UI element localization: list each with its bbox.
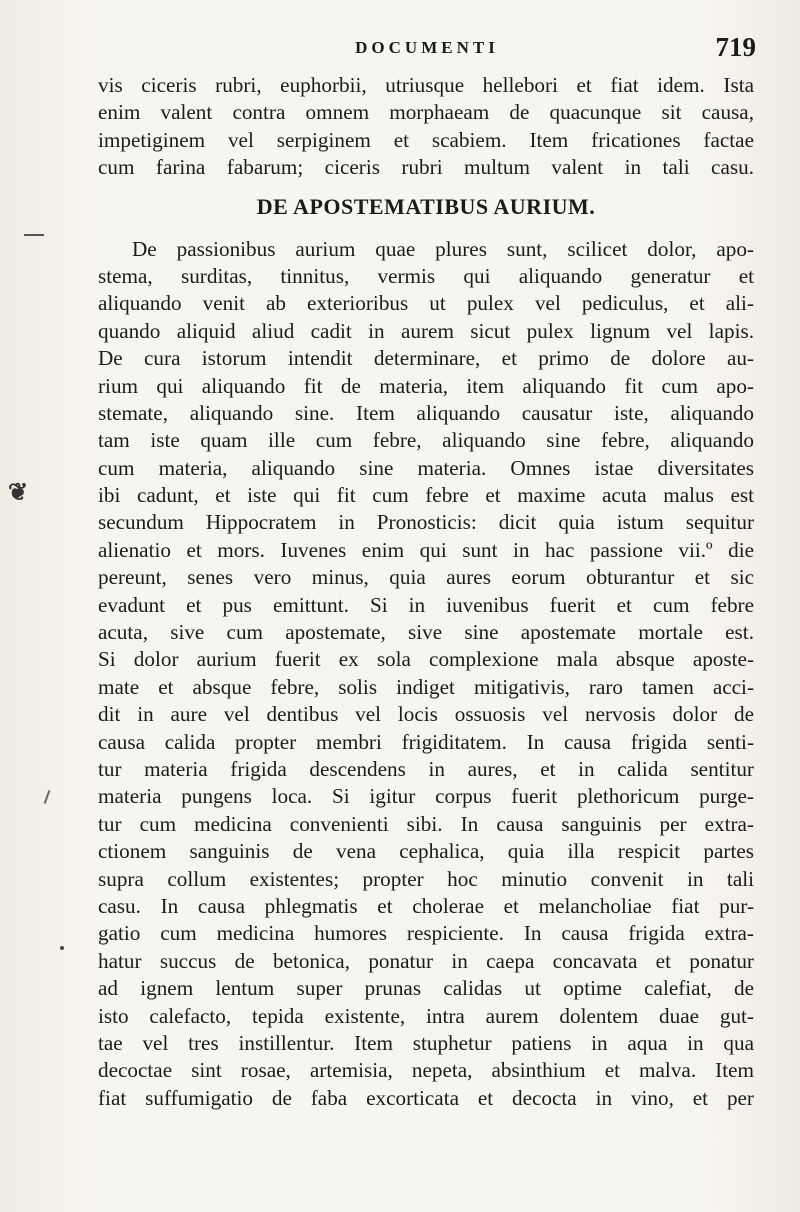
- text-line: hatur succus de betonica, ponatur in caepa concavata et ponatur: [98, 948, 754, 973]
- page-header: [98, 32, 756, 66]
- margin-pointing-hand-mark: ❦: [8, 480, 29, 506]
- text-line: ad ignem lentum super prunas calidas ut optime calefiat, de: [98, 976, 754, 1001]
- paragraph-continuation: [98, 72, 754, 182]
- text-line: ctionem sanguinis de vena cephalica, quia illa respicit partes: [98, 839, 754, 864]
- text-line: materia pungens loca. Si igitur corpus fuerit plethoricum purge-: [98, 784, 754, 809]
- text-line: tur cum medicina convenienti sibi. In causa sanguinis per extra-: [98, 811, 754, 836]
- text-line: impetiginem vel serpiginem et scabiem. Item fricationes factae: [98, 127, 754, 152]
- text-line: alienatio et mors. Iuvenes enim qui sunt in hac passione vii.º die: [98, 537, 754, 562]
- body-text: [98, 72, 754, 1112]
- text-line: Si dolor aurium fuerit ex sola complexione mala absque aposte-: [98, 647, 754, 672]
- margin-tick-mark: [44, 790, 51, 804]
- text-line: De cura istorum intendit determinare, et primo de dolore au-: [98, 346, 754, 371]
- margin-dot-mark: [60, 946, 64, 950]
- text-line: causa calida propter membri frigiditatem. In causa frigida senti-: [98, 729, 754, 754]
- text-line: aliquando venit ab exterioribus ut pulex vel pediculus, et ali-: [98, 291, 754, 316]
- paragraph-de-apostematibus: [98, 236, 754, 1113]
- text-line: evadunt et pus emittunt. Si in iuvenibus fuerit et cum febre: [98, 592, 754, 617]
- running-title: DOCUMENTI: [355, 38, 499, 57]
- text-line: isto calefacto, tepida existente, intra aurem dolentem duae gut-: [98, 1003, 754, 1028]
- text-line: supra collum existentes; propter hoc minutio convenit in tali: [98, 866, 754, 891]
- text-line: cum materia, aliquando sine materia. Omnes istae diversitates: [98, 455, 754, 480]
- text-line: gatio cum medicina humores respiciente. In causa frigida extra-: [98, 921, 754, 946]
- text-line: stema, surditas, tinnitus, vermis qui aliquando generatur et: [98, 263, 754, 288]
- text-line: dit in aure vel dentibus vel locis ossuosis vel nervosis dolor de: [98, 702, 754, 727]
- text-line: tam iste quam ille cum febre, aliquando sine febre, aliquando: [98, 428, 754, 453]
- text-line: tur materia frigida descendens in aures, et in calida sentitur: [98, 756, 754, 781]
- text-line: decoctae sint rosae, artemisia, nepeta, absinthium et malva. Item: [98, 1058, 754, 1083]
- text-line: tae vel tres instillentur. Item stuphetur patiens in aqua in qua: [98, 1030, 754, 1055]
- section-heading: DE APOSTEMATIBUS AURIUM.: [256, 193, 596, 219]
- text-line: rium qui aliquando fit de materia, item aliquando fit cum apo-: [98, 373, 754, 398]
- text-line: enim valent contra omnem morphaeam de quacunque sit causa,: [98, 100, 754, 125]
- text-line: quando aliquid aliud cadit in aurem sicut pulex lignum vel lapis.: [98, 318, 754, 343]
- text-line: secundum Hippocratem in Pronosticis: dicit quia istum sequitur: [98, 510, 754, 535]
- page-number: 719: [715, 32, 756, 62]
- text-line: casu. In causa phlegmatis et cholerae et melancholiae fiat pur-: [98, 893, 754, 918]
- text-line: acuta, sive cum apostemate, sive sine apostemate mortale est.: [98, 620, 754, 645]
- text-line: De passionibus aurium quae plures sunt, scilicet dolor, apo-: [132, 236, 754, 261]
- text-line: vis ciceris rubri, euphorbii, utriusque hellebori et fiat idem. Ista: [98, 73, 754, 97]
- text-line: cum farina fabarum; ciceris rubri multum valent in tali casu.: [98, 155, 754, 180]
- text-line: pereunt, senes vero minus, quia aures eorum obturantur et sic: [98, 565, 754, 590]
- text-line: ibi cadunt, et iste qui fit cum febre et maxime acuta malus est: [98, 483, 754, 508]
- text-line: mate et absque febre, solis indiget mitigativis, raro tamen acci-: [98, 674, 754, 699]
- margin-dash-mark: [24, 234, 44, 236]
- text-line: stemate, aliquando sine. Item aliquando causatur iste, aliquando: [98, 400, 754, 425]
- text-line: fiat suffumigatio de faba excorticata et decocta in vino, et per: [98, 1085, 754, 1110]
